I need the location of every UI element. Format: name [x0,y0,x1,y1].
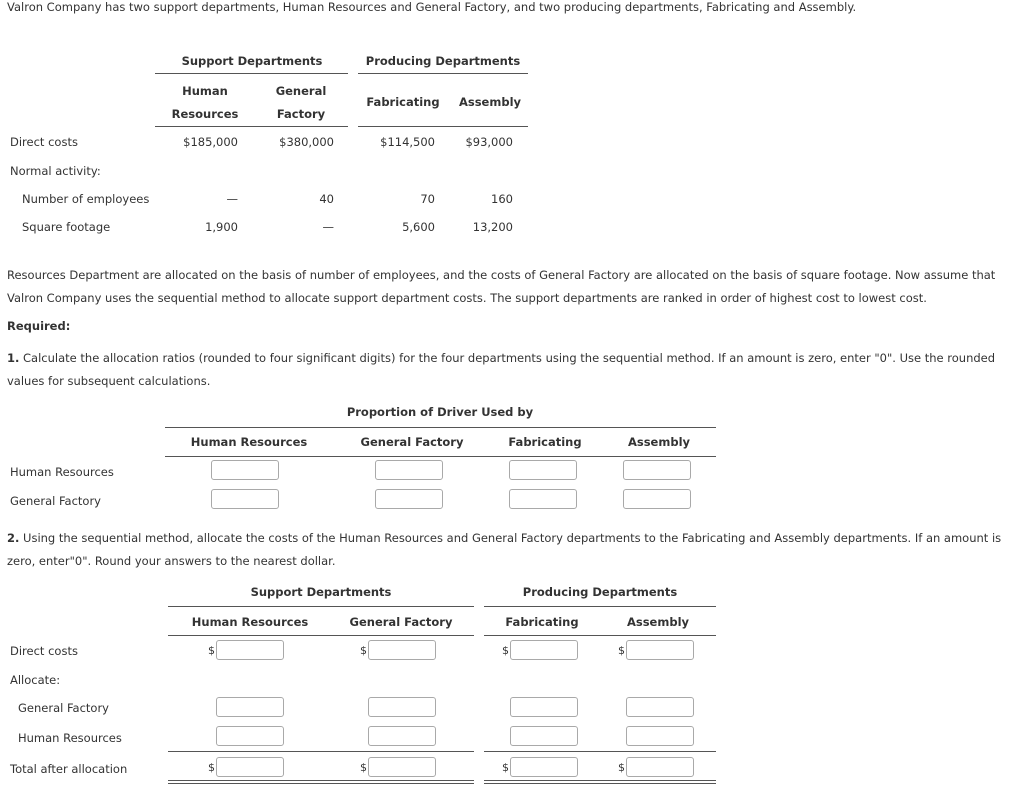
alloc-hr-gf-input[interactable] [368,726,436,746]
proportion-header: Proportion of Driver Used by [346,405,534,419]
ratio-row-hr-label: Human Resources [10,465,114,479]
producing-header-rule [358,73,528,74]
alloc-row-gf-label: General Factory [18,701,109,715]
currency-symbol: $ [360,761,367,774]
ratio-hr-hr-input[interactable] [211,460,279,480]
sqft-fab: 5,600 [402,220,435,234]
question-1-text: Calculate the allocation ratios (rounded to four significant digits) for the four departments using the sequential method. If an amount is zero, enter "0". Use the rounded values for subsequent calculations. [7,351,996,388]
currency-symbol: $ [360,644,367,657]
ratio-row-gf-label: General Factory [10,494,101,508]
alloc-gf-fab-input[interactable] [510,697,578,717]
total-top-rule-support [168,751,474,752]
ratio-gf-gf-input[interactable] [375,489,443,509]
required-label: Required: [7,319,71,333]
ratio-gf-hr-input[interactable] [211,489,279,509]
row-normal-activity-label: Normal activity: [10,164,101,178]
question-1 [7,347,1007,393]
employees-hr: — [226,192,238,206]
alloc-col-gf: General Factory [349,615,453,629]
direct-cost-asm: $93,000 [465,135,513,149]
col-assembly: Assembly [458,95,522,109]
employees-fab: 70 [420,192,435,206]
employees-asm: 160 [491,192,513,206]
alloc-gf-hr-input[interactable] [216,697,284,717]
currency-symbol: $ [618,761,625,774]
total-top-rule-producing [484,751,716,752]
direct-cost-fab: $114,500 [380,135,435,149]
alloc-total-gf-input[interactable] [368,757,436,777]
alloc-row-total-label: Total after allocation [10,762,128,776]
alloc-gf-gf-input[interactable] [368,697,436,717]
alloc-total-fab-input[interactable] [510,757,578,777]
ratio-hr-gf-input[interactable] [375,460,443,480]
alloc-direct-fab-input[interactable] [510,640,578,660]
col-header-rule-producing [358,126,528,127]
alloc-hr-fab-input[interactable] [510,726,578,746]
alloc-col-rule-support [168,635,474,636]
alloc-producing-header: Producing Departments [522,585,678,599]
direct-cost-gf: $380,000 [279,135,334,149]
support-departments-header: Support Departments [181,54,323,68]
col-gf-line2: Factory [276,107,326,121]
ratio-gf-fab-input[interactable] [509,489,577,509]
alloc-total-hr-input[interactable] [216,757,284,777]
question-2-number: 2. [7,531,20,545]
alloc-hr-hr-input[interactable] [216,726,284,746]
ratio-hr-fab-input[interactable] [509,460,577,480]
col-hr-line1: Human [182,84,228,98]
alloc-direct-hr-input[interactable] [216,640,284,660]
sqft-asm: 13,200 [472,220,513,234]
col-header-rule-support [155,126,348,127]
currency-symbol: $ [502,761,509,774]
question-1-number: 1. [7,351,20,365]
sqft-gf: — [322,220,334,234]
alloc-col-asm: Assembly [626,615,690,629]
alloc-col-hr: Human Resources [191,615,309,629]
direct-cost-hr: $185,000 [183,135,238,149]
alloc-producing-rule [484,606,716,607]
ratio-hr-asm-input[interactable] [623,460,691,480]
alloc-support-header: Support Departments [250,585,392,599]
alloc-total-asm-input[interactable] [626,757,694,777]
currency-symbol: $ [502,644,509,657]
producing-departments-header: Producing Departments [365,54,521,68]
ratio-col-hr: Human Resources [190,435,308,449]
ratio-col-fab: Fabricating [508,435,582,449]
alloc-col-fab: Fabricating [505,615,579,629]
alloc-gf-asm-input[interactable] [626,697,694,717]
currency-symbol: $ [618,644,625,657]
instructions-paragraph: Resources Department are allocated on the basis of number of employees, and the costs of General Factory are allocated on the basis of square footage. Now assume that Valron Company uses the sequential method to allocate support department costs. The support departments are ranked in order of highest cost to lowest cost. [7,268,996,305]
alloc-hr-asm-input[interactable] [626,726,694,746]
sqft-hr: 1,900 [205,220,238,234]
employees-gf: 40 [319,192,334,206]
row-employees-label: Number of employees [22,192,150,206]
col-gf-line1: General [275,84,327,98]
question-2-text: Using the sequential method, allocate the costs of the Human Resources and General Factory departments to the Fabricating and Assembly departments. If an amount is zero, enter"0". Round your answers to the nearest dollar. [7,531,1002,568]
col-hr-line2: Resources [171,107,239,121]
currency-symbol: $ [208,644,215,657]
row-direct-costs-label: Direct costs [10,135,78,149]
alloc-row-hr-label: Human Resources [18,731,122,745]
currency-symbol: $ [208,761,215,774]
ratio-gf-asm-input[interactable] [623,489,691,509]
alloc-col-rule-producing [484,635,716,636]
support-header-rule [155,73,348,74]
alloc-direct-gf-input[interactable] [368,640,436,660]
intro-text: Valron Company has two support departments, Human Resources and General Factory, and two producing departments, Fabricating and Assembly. [7,0,857,14]
ratio-col-rule [165,456,716,457]
alloc-row-direct-label: Direct costs [10,644,78,658]
question-2 [7,527,1007,573]
ratio-col-asm: Assembly [627,435,691,449]
alloc-direct-asm-input[interactable] [626,640,694,660]
proportion-header-rule [165,427,716,428]
alloc-row-allocate-label: Allocate: [10,673,61,687]
total-double-rule-support [168,780,474,784]
row-sqft-label: Square footage [22,220,111,234]
alloc-support-rule [168,606,474,607]
total-double-rule-producing [484,780,716,784]
ratio-col-gf: General Factory [360,435,464,449]
col-fabricating: Fabricating [366,95,440,109]
